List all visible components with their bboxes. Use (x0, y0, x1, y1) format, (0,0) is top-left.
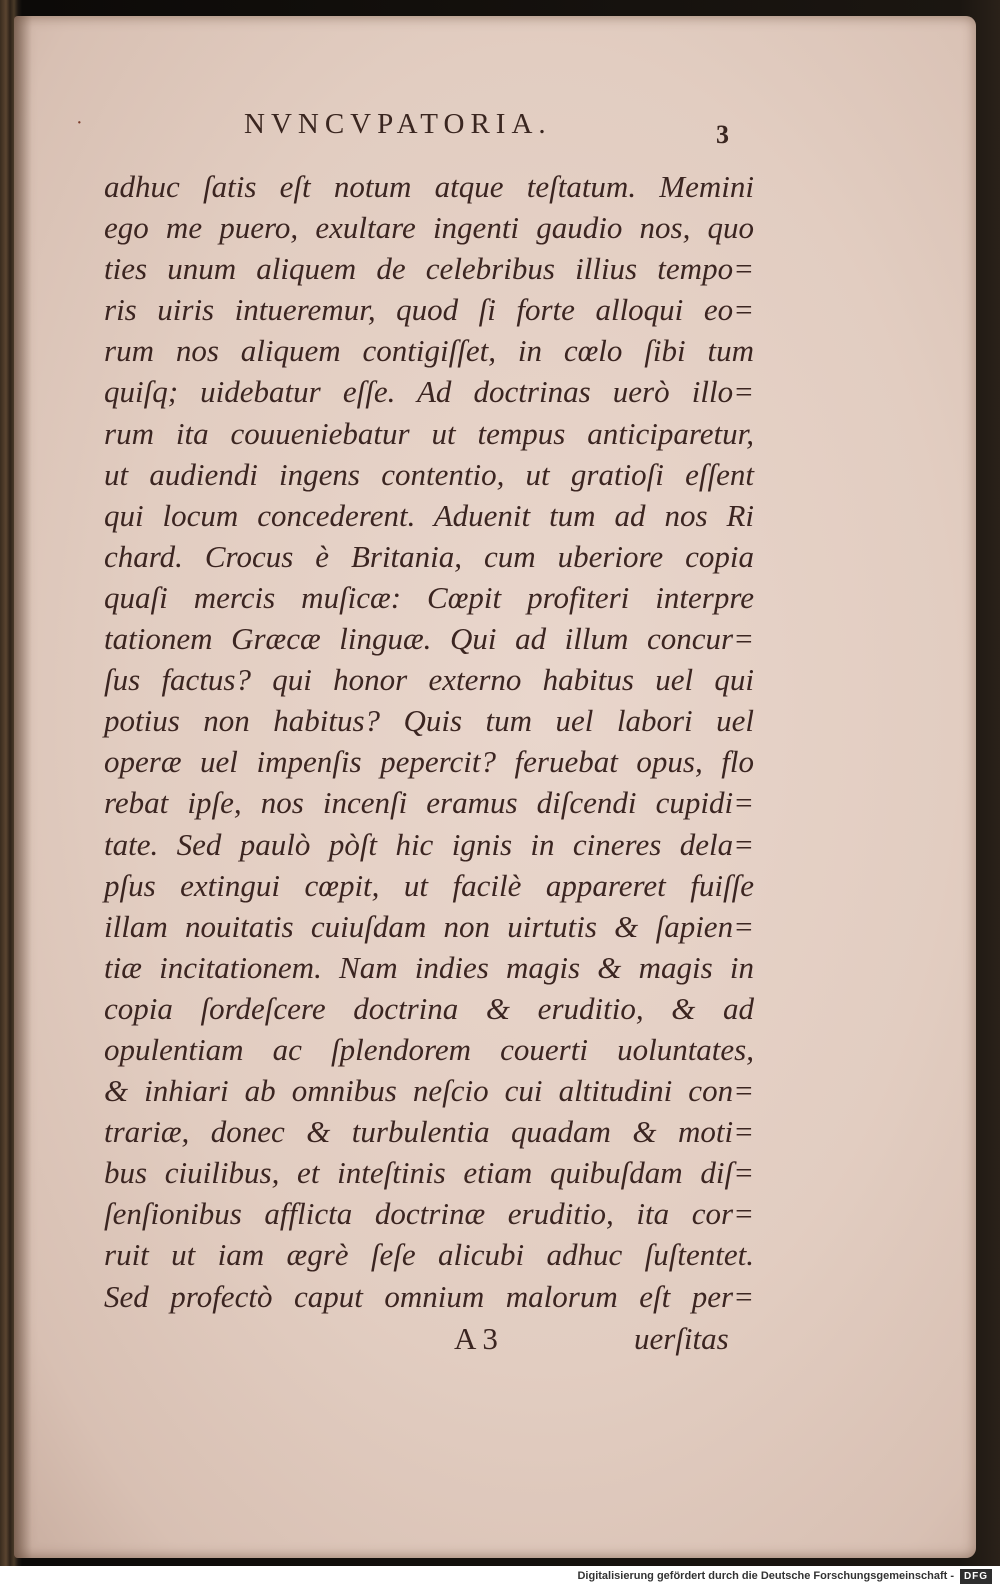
text-line: rebat ipſe, nos incenſi eramus diſcendi cupidi= (104, 785, 754, 821)
footer-bar (0, 1566, 1000, 1588)
book-page (14, 16, 976, 1558)
text-line: tate. Sed paulò pòſt hic ignis in cineres dela= (104, 826, 754, 862)
text-line: adhuc ſatis eſt notum atque teſtatum. Memini (104, 169, 754, 204)
text-line: opulentiam ac ſplendorem couerti uoluntates, (104, 1031, 754, 1067)
text-line: ties unum aliquem de celebribus illius tempo= (104, 251, 754, 287)
text-line: potius non habitus? Quis tum uel labori uel (104, 703, 754, 739)
text-line: chard. Crocus è Britania, cum uberiore copia (104, 538, 754, 574)
text-line: & inhiari ab omnibus neſcio cui altitudini con= (104, 1073, 754, 1109)
text-line: bus ciuilibus, et inteſtinis etiam quibuſdam diſ= (104, 1155, 754, 1191)
text-line: ris uiris intueremur, quod ſi forte alloqui eo= (104, 292, 754, 328)
text-line: illam nouitatis cuiuſdam non uirtutis & ſapien= (104, 908, 754, 944)
text-line: ut audiendi ingens contentio, ut gratioſi eſſent (104, 456, 754, 492)
text-line: tiæ incitationem. Nam indies magis & magis in (104, 949, 754, 985)
text-line: rum ita couueniebatur ut tempus anticiparetur, (104, 415, 754, 451)
catchword: uerſitas (634, 1321, 729, 1356)
funding-note: Digitalisierung gefördert durch die Deutsche Forschungsgemeinschaft - (577, 1570, 954, 1582)
text-line: ruit ut iam ægrè ſeſe alicubi adhuc ſuſtentet. (104, 1237, 754, 1273)
dfg-logo: DFG (960, 1569, 992, 1584)
text-line: quiſq; uidebatur eſſe. Ad doctrinas uerò illo= (104, 374, 754, 410)
page-gutter-shadow (14, 16, 32, 1558)
running-head: NVNCVPATORIA. (244, 108, 552, 140)
body-text (104, 166, 754, 1317)
ink-speck: · (76, 112, 83, 134)
text-line: trariæ, donec & turbulentia quadam & moti= (104, 1114, 754, 1150)
text-line: operæ uel impenſis pepercit? feruebat opus, flo (104, 744, 754, 780)
text-line: Sed profectò caput omnium malorum eſt per= (104, 1278, 754, 1314)
text-line: ſus factus? qui honor externo habitus uel qui (104, 662, 754, 698)
text-line: qui locum concederent. Aduenit tum ad nos Ri (104, 497, 754, 533)
text-line: pſus extingui cœpit, ut facilè appareret fuiſſe (104, 867, 754, 903)
text-line: ego me puero, exultare ingenti gaudio nos, quo (104, 210, 754, 246)
text-line: copia ſordeſcere doctrina & eruditio, & ad (104, 990, 754, 1026)
signature-mark: A 3 (454, 1321, 498, 1356)
text-line: rum nos aliquem contigiſſet, in cœlo ſibi tum (104, 333, 754, 369)
text-line: quaſi mercis muſicæ: Cœpit profiteri interpre (104, 579, 754, 615)
page-number: 3 (716, 120, 729, 149)
text-line: ſenſionibus afflicta doctrinæ eruditio, ita cor= (104, 1196, 754, 1232)
text-line: tationem Græcæ linguæ. Qui ad illum concur= (104, 621, 754, 657)
